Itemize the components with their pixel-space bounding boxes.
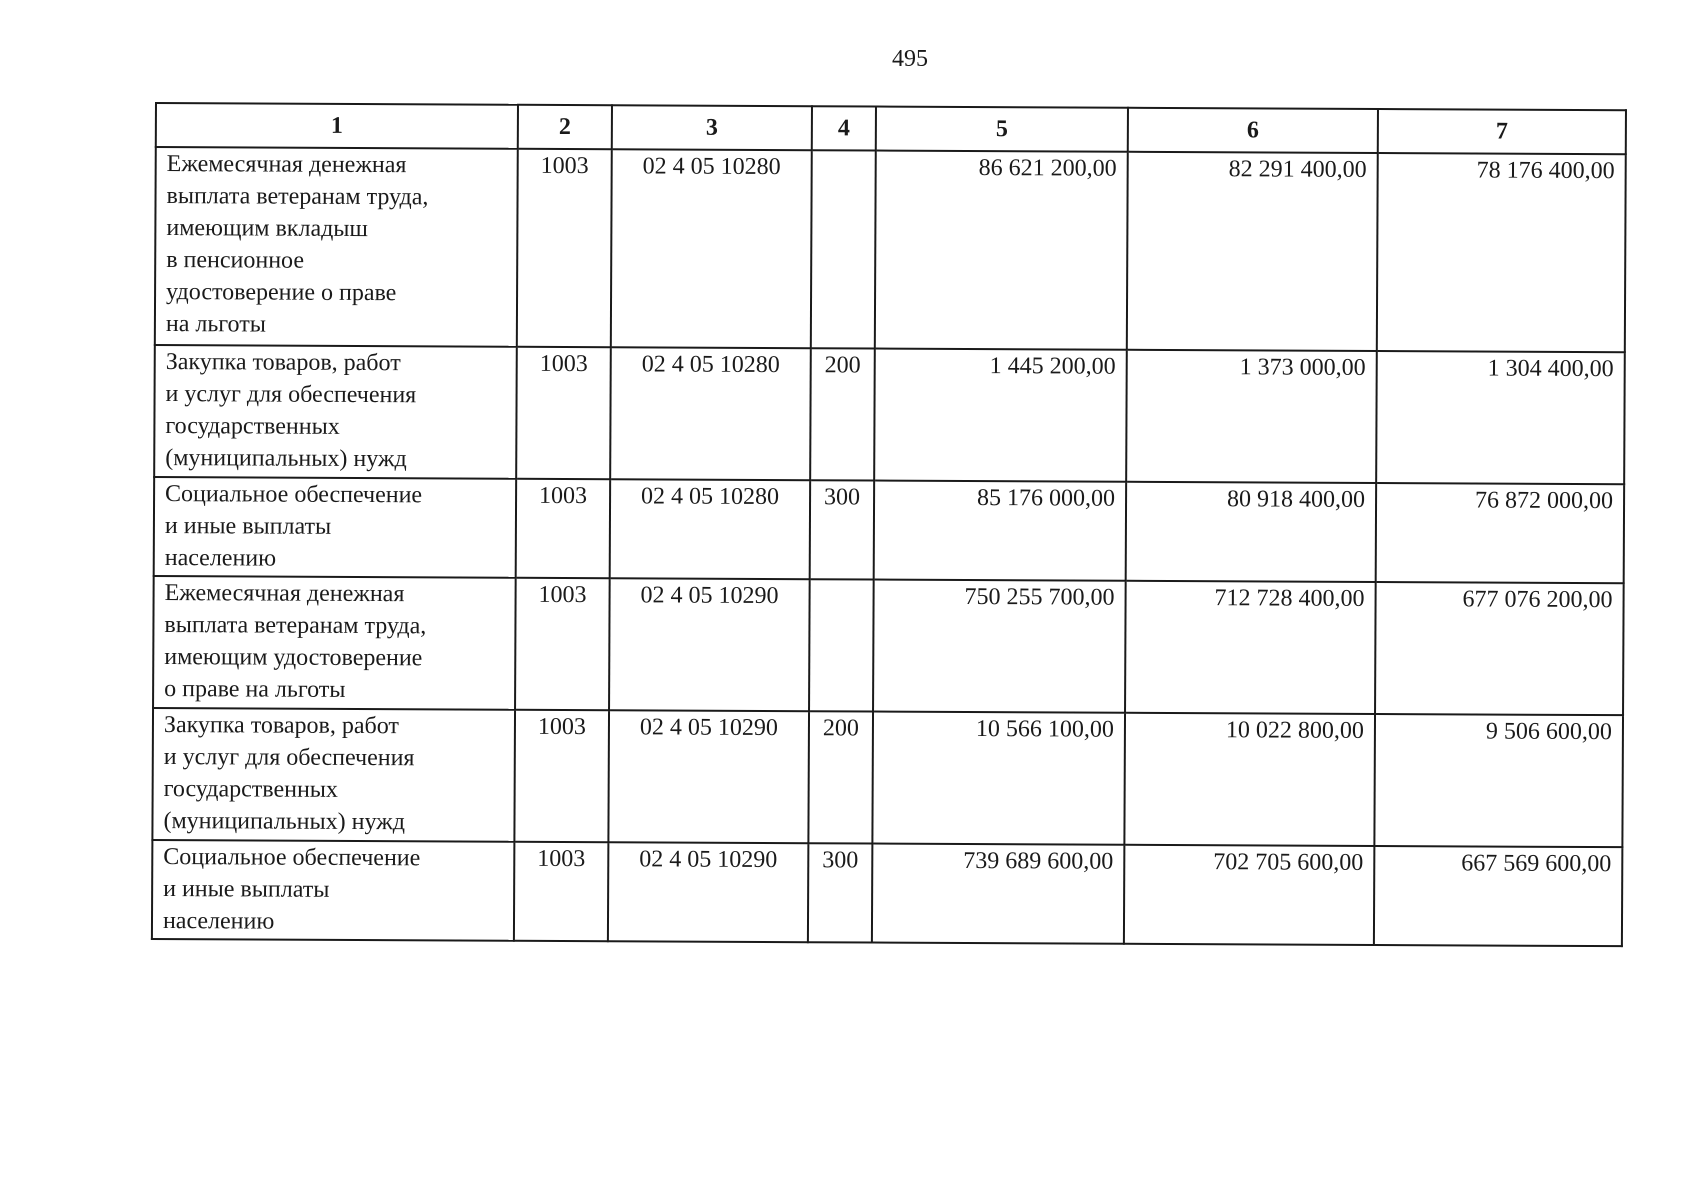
column-header-4: 4: [812, 106, 876, 150]
row-section: 1003: [514, 842, 608, 941]
column-header-6: 6: [1128, 108, 1378, 153]
row-amount-7: 78 176 400,00: [1377, 153, 1626, 352]
row-amount-5: 86 621 200,00: [875, 151, 1128, 350]
row-amount-7: 76 872 000,00: [1376, 483, 1624, 583]
row-name: Социальное обеспечение и иные выплаты населению: [152, 840, 514, 941]
column-header-2: 2: [518, 105, 612, 149]
table-row: [154, 345, 1625, 484]
row-amount-6: 712 728 400,00: [1125, 581, 1376, 714]
table-header: [156, 103, 1626, 154]
table-row: [153, 576, 1624, 715]
row-name: Закупка товаров, работ и услуг для обеспечения государственных (муниципальных) нужд: [152, 708, 515, 842]
row-type-code: [811, 150, 876, 348]
row-section: 1003: [515, 578, 610, 710]
header-row: [156, 103, 1626, 154]
column-header-1: 1: [156, 103, 518, 149]
row-type-code: 300: [810, 480, 874, 579]
row-amount-6: 1 373 000,00: [1126, 350, 1377, 483]
row-amount-7: 677 076 200,00: [1375, 582, 1624, 715]
row-section: 1003: [516, 479, 610, 578]
budget-table: [151, 102, 1627, 947]
row-amount-7: 9 506 600,00: [1374, 714, 1623, 847]
row-amount-6: 80 918 400,00: [1126, 482, 1376, 582]
row-name: Социальное обеспечение и иные выплаты населению: [154, 477, 516, 578]
row-target-code: 02 4 05 10290: [608, 710, 809, 843]
row-amount-7: 667 569 600,00: [1374, 846, 1622, 946]
row-section: 1003: [514, 710, 609, 842]
row-amount-5: 1 445 200,00: [874, 349, 1127, 482]
row-amount-6: 82 291 400,00: [1127, 152, 1378, 351]
row-section: 1003: [517, 149, 612, 347]
row-type-code: [809, 579, 874, 711]
column-header-7: 7: [1378, 109, 1626, 154]
row-name: Ежемесячная денежная выплата ветеранам труда, имеющим удостоверение о праве на льготы: [153, 576, 516, 710]
row-target-code: 02 4 05 10280: [611, 149, 812, 348]
row-amount-6: 702 705 600,00: [1124, 845, 1374, 945]
row-target-code: 02 4 05 10290: [609, 578, 810, 711]
row-amount-5: 10 566 100,00: [872, 712, 1125, 845]
table-row: [152, 840, 1622, 946]
row-target-code: 02 4 05 10280: [610, 347, 811, 480]
row-name: Ежемесячная денежная выплата ветеранам труда, имеющим вкладыш в пенсионное удостоверение о праве на льготы: [155, 147, 518, 347]
row-name: Закупка товаров, работ и услуг для обеспечения государственных (муниципальных) нужд: [154, 345, 517, 479]
row-section: 1003: [516, 347, 611, 479]
row-type-code: 200: [810, 348, 875, 480]
column-header-3: 3: [612, 105, 812, 150]
row-amount-5: 739 689 600,00: [872, 844, 1124, 944]
table-body: [152, 147, 1626, 946]
row-amount-6: 10 022 800,00: [1124, 713, 1375, 846]
row-amount-5: 85 176 000,00: [874, 481, 1126, 581]
table-row: [155, 147, 1626, 352]
table-row: [154, 477, 1624, 583]
row-type-code: 300: [808, 843, 872, 942]
column-header-5: 5: [876, 107, 1128, 152]
table-row: [152, 708, 1623, 847]
row-amount-5: 750 255 700,00: [873, 580, 1126, 713]
page-number: 495: [892, 46, 928, 72]
row-target-code: 02 4 05 10290: [608, 842, 808, 942]
row-target-code: 02 4 05 10280: [610, 479, 810, 579]
row-type-code: 200: [808, 711, 873, 843]
row-amount-7: 1 304 400,00: [1376, 351, 1625, 484]
